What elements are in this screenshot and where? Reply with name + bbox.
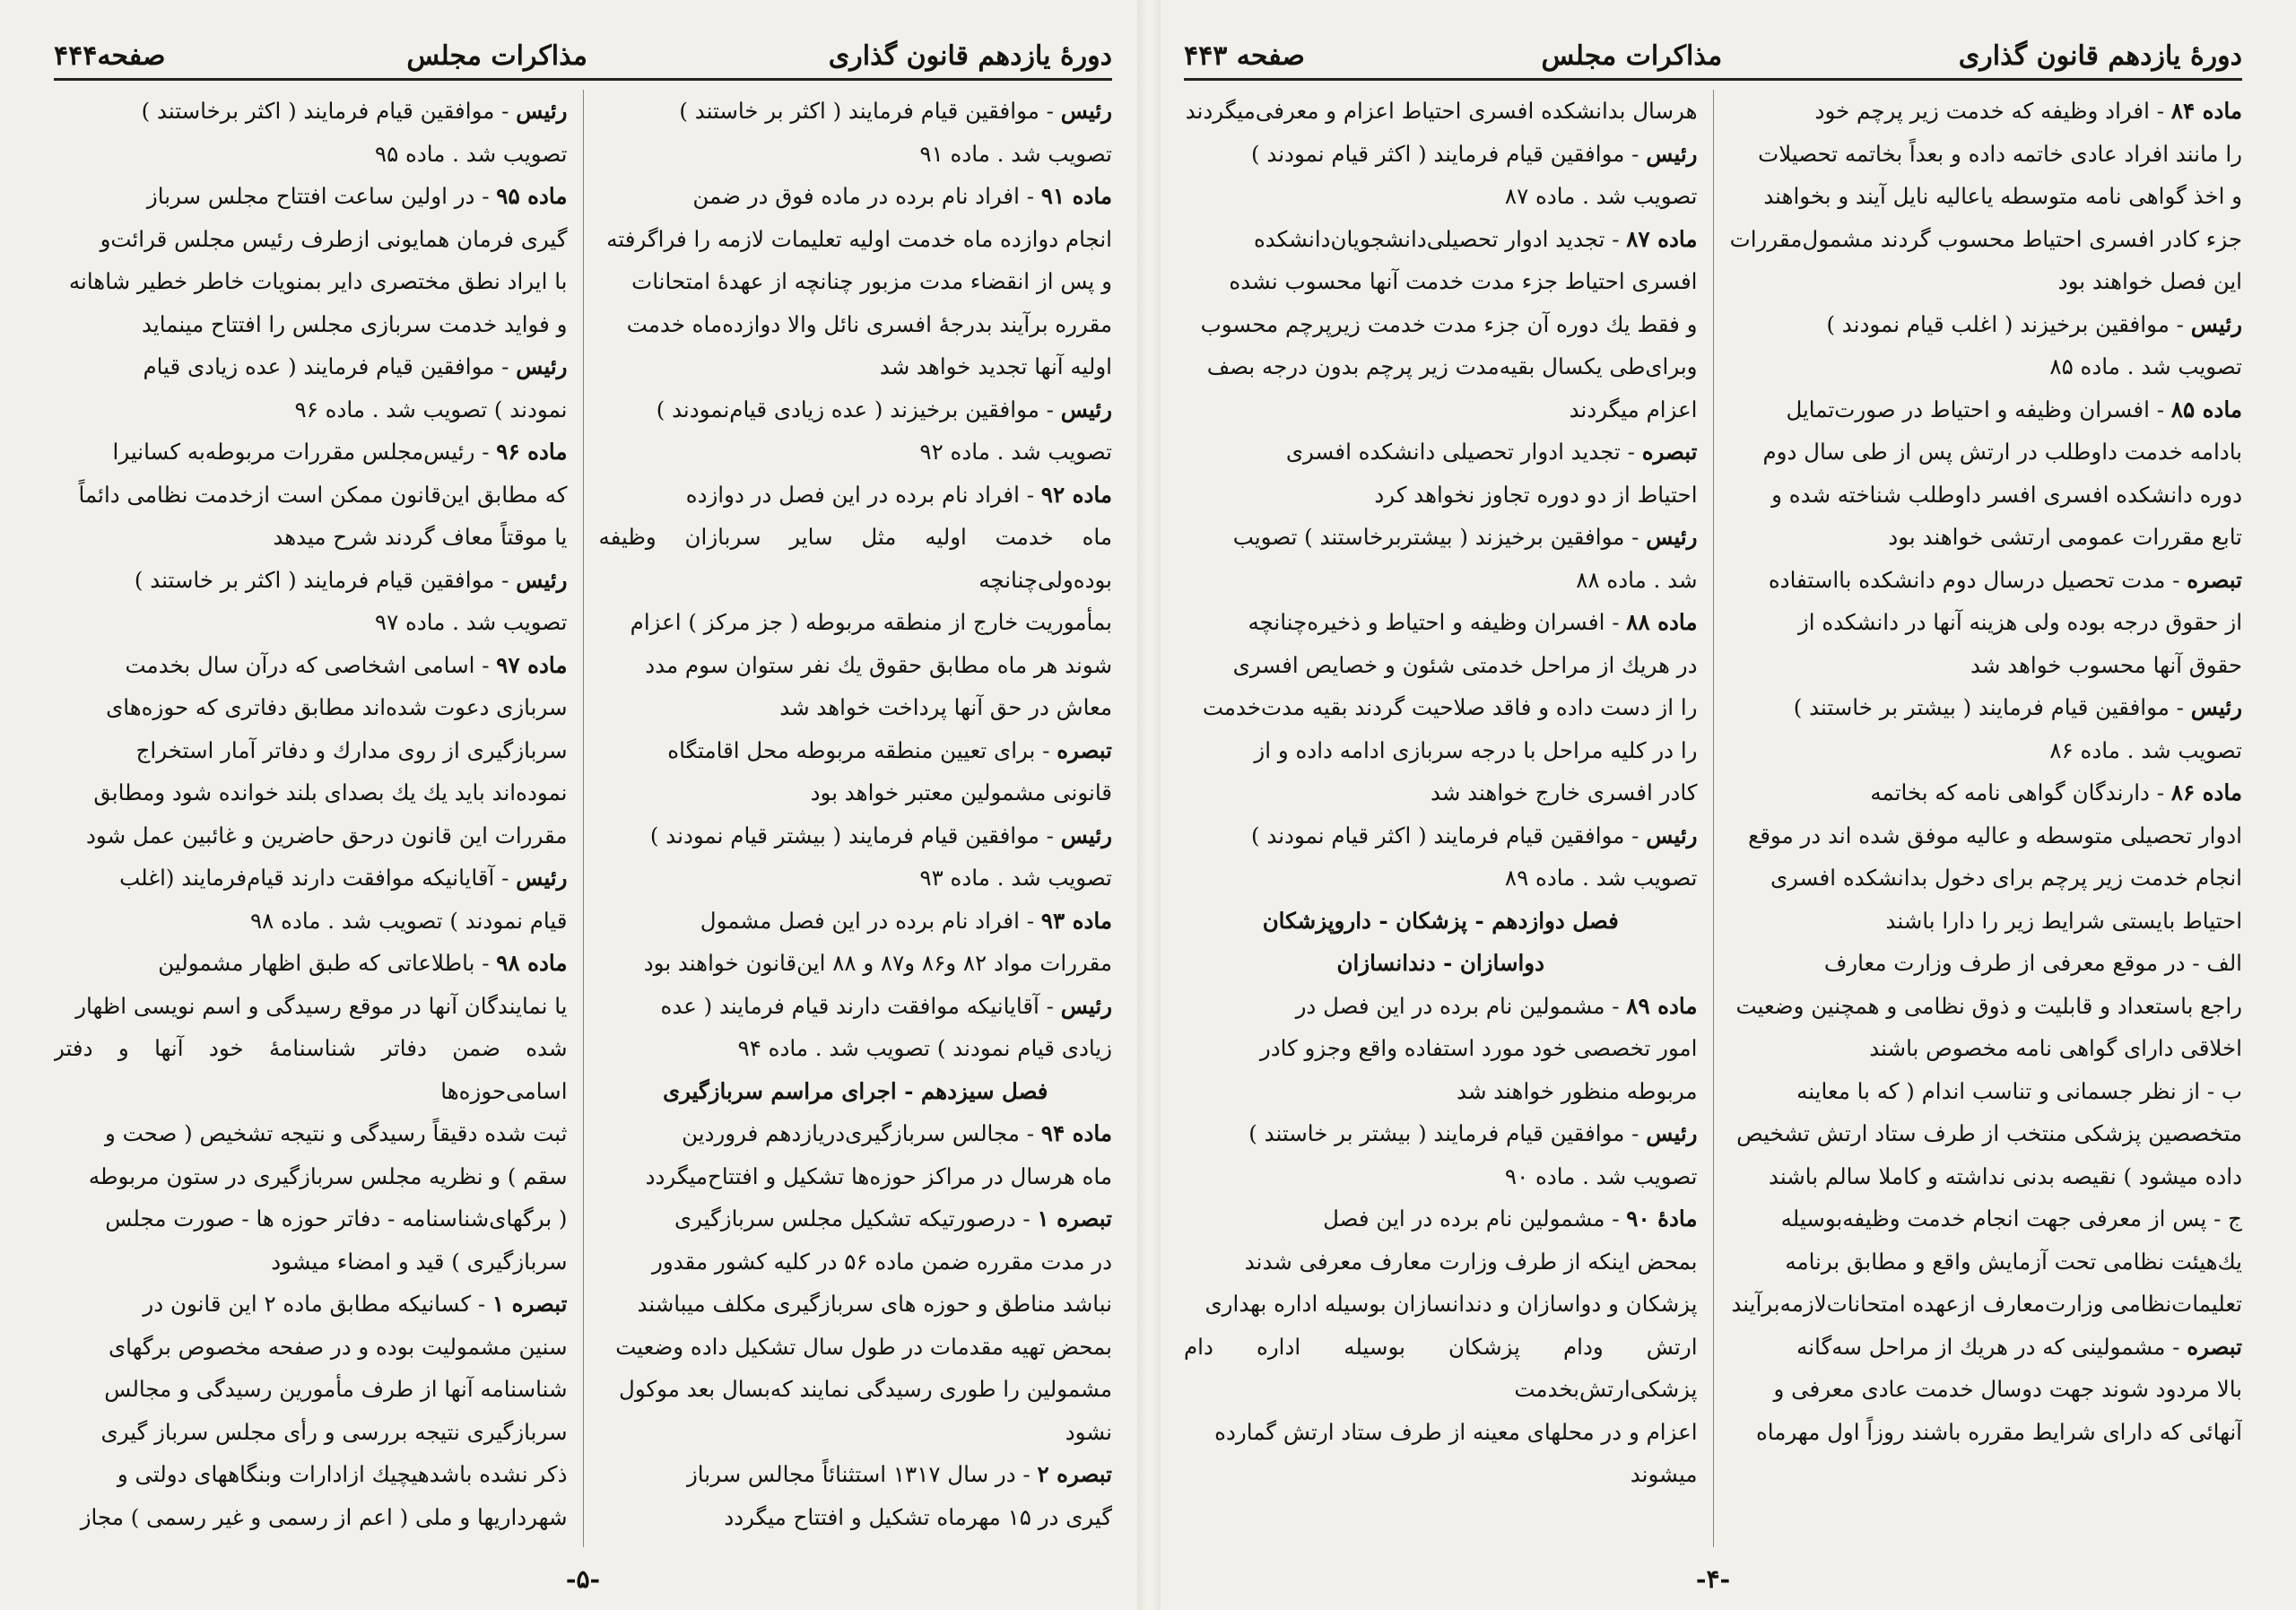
text-line: و فواید خدمت سربازی مجلس را افتتاح مینماید	[142, 310, 568, 337]
text-line: تصویب شد . ماده ۹۷	[374, 609, 568, 635]
text-line: تبصره - مدت تحصیل درسال دوم دانشکده بااستفاده	[1768, 566, 2242, 593]
text-line: ماده ۸۶ - دارندگان گواهی نامه که بخاتمه	[1870, 779, 2242, 805]
text-line: انجام دوازده ماه خدمت اولیه تعلیمات لازمه را فراگرفته	[606, 225, 1112, 252]
text-line: در مدت مقرره ضمن ماده ۵۶ در کلیه کشور مقدور	[652, 1248, 1112, 1275]
text-line: ادوار تحصیلی متوسطه و عالیه موفق شده اند در موقع	[1748, 822, 2242, 849]
text-line: رئیس - موافقین قیام فرمایند ( اکثر برخاستند )	[141, 98, 568, 124]
text-line: ماده ۹۶ - رئیس‌مجلس مقررات مربوطه‌به کسانیرا	[112, 439, 568, 465]
page-footer-number: -۴-	[1695, 1564, 1731, 1594]
text-line: بادامه خدمت داوطلب در ارتش پس از طی سال دوم	[1762, 439, 2242, 465]
text-line: تبصره - تجدید ادوار تحصیلی دانشکده افسری	[1285, 439, 1698, 465]
text-line: از حقوق درجه بوده ولی هزینه آنها در دانشکده از	[1797, 609, 2242, 635]
text-line: تصویب شد . ماده ۹۲	[919, 439, 1112, 465]
text-line: تصویب شد . ماده ۹۰	[1504, 1162, 1698, 1189]
text-line: نباشد مناطق و حوزه های سربازگیری مکلف میباشند	[637, 1291, 1112, 1317]
text-line: ثبت شده دقیقاً رسیدگی و نتیجه تشخیص ( صحت و	[104, 1120, 568, 1146]
text-line: تعلیمات‌نظامی وزارت‌معارف ازعهده امتحانات‌لازمه‌برآیند	[1731, 1291, 2242, 1317]
text-line: نشود	[1065, 1418, 1112, 1445]
text-line: احتیاط بایستی شرایط زیر را دارا باشند	[1885, 907, 2242, 934]
text-line: و پس از انقضاء مدت مزبور چنانچه از عهدهٔ امتحانات	[631, 268, 1112, 294]
text-line: فصل سیزدهم - اجرای مراسم سربازگیری	[662, 1077, 1048, 1104]
text-line: جزء کادر افسری احتیاط محسوب گردند مشمول‌مقررات	[1729, 225, 2242, 252]
header-title: مذاکرات مجلس	[1541, 40, 1723, 72]
text-line: رئیس - موافقین قیام فرمایند ( بیشتر قیام نمودند )	[649, 822, 1112, 849]
text-line: مقررات این قانون درحق حاضرین و غائبین عمل شود	[86, 822, 568, 849]
text-line: مربوطه منظور خواهند شد	[1457, 1077, 1698, 1104]
text-line: ماده ۹۴ - مجالس سربازگیری‌دریازدهم فروردین	[682, 1120, 1112, 1146]
text-line: رئیس - آقایانیکه موافقت دارند قیام‌فرمایند (اغلب	[119, 865, 568, 891]
text-line: تبصره ۲ - در سال ۱۳۱۷ استثنائاً مجالس سرباز	[686, 1461, 1112, 1487]
session-title: دورهٔ یازدهم قانون گذاری	[828, 40, 1112, 72]
page-number-label: صفحه ۴۴۳	[1184, 40, 1305, 72]
text-line: ب - از نظر جسمانی و تناسب اندام ( که با معاینه	[1796, 1077, 2242, 1104]
header-title: مذاکرات مجلس	[406, 40, 587, 72]
text-line: اولیه آنها تجدید خواهد شد	[879, 353, 1112, 379]
text-line: ماده ۹۱ - افراد نام برده در ماده فوق در ضمن	[692, 183, 1112, 209]
text-line: تصویب شد . ماده ۹۳	[919, 865, 1112, 891]
text-line: اعزام و در محلهای معینه از طرف ستاد ارتش گمارده	[1214, 1418, 1698, 1445]
text-column-right	[599, 90, 1113, 1547]
text-line: را مانند افراد عادی خاتمه داده و بعداً بخاتمه تحصیلات	[1758, 140, 2242, 167]
page-footer-number: -۵-	[565, 1564, 601, 1594]
text-line: تصویب شد . ماده ۸۶	[2049, 736, 2242, 763]
text-line: نموده‌اند باید یك یك بصدای بلند خوانده شود ومطابق	[93, 779, 568, 805]
text-line: ماه هرسال در مراکز حوزه‌ها تشکیل و افتتاح‌میگردد	[645, 1162, 1112, 1189]
text-line: دواسازان - دندانسازان	[1336, 950, 1545, 976]
text-line: بمحض اینکه از طرف وزارت معارف معرفی شدند	[1244, 1248, 1698, 1275]
page-number-label: صفحه۴۴۴	[54, 40, 166, 72]
text-line: داده میشود ) نقیصه بدنی نداشته و کاملا سالم باشند	[1768, 1162, 2242, 1189]
text-line: مقررات مواد ۸۲ و۸۶ و۸۷ و ۸۸ این‌قانون خواهند بود	[643, 950, 1112, 976]
page-header	[1184, 29, 2242, 72]
text-line: مقرره برآیند بدرجهٔ افسری نائل والا دوازده‌ماه خدمت	[626, 310, 1112, 337]
text-line: اخلاقی دارای گواهی نامه مخصوص باشند	[1869, 1035, 2242, 1061]
text-line: تابع مقررات عمومی ارتشی خواهند بود	[1888, 524, 2242, 550]
text-line: ماده ۹۸ - باطلاعاتی که طبق اظهار مشمولین	[158, 950, 568, 976]
text-line: ماده ۸۷ - تجدید ادوار تحصیلی‌دانشجویان‌دانشکده	[1253, 225, 1698, 252]
text-line: تبصره ۱ - کسانیکه مطابق ماده ۲ این قانون در	[143, 1291, 568, 1317]
text-line: ماده ۸۹ - مشمولین نام برده در این فصل در	[1295, 992, 1698, 1019]
session-title: دورهٔ یازدهم قانون گذاری	[1958, 40, 2242, 72]
text-line: که مطابق این‌قانون ممکن است ازخدمت نظامی دائماً	[78, 481, 568, 508]
text-line: تصویب شد . ماده ۸۷	[1504, 183, 1698, 209]
text-line: ماده ۹۵ - در اولین ساعت افتتاح مجلس سرباز	[146, 183, 568, 209]
text-line: مشمولین را طوری رسیدگی نمایند که‌بسال بعد موکول	[619, 1376, 1112, 1402]
text-line: ماده ۸۵ - افسران وظیفه و احتیاط در صورت‌تمایل	[1786, 396, 2242, 422]
text-line: تبصره ۱ - درصورتیکه تشکیل مجلس سربازگیری	[674, 1205, 1112, 1231]
text-line: هرسال بدانشکده افسری احتیاط اعزام و معرفی‌میگردند	[1185, 98, 1698, 124]
text-line: یا موقتاً معاف گردند شرح میدهد	[273, 524, 568, 550]
page-444	[36, 0, 1130, 1610]
text-line: رئیس - موافقین قیام فرمایند ( عده زیادی قیام	[143, 353, 568, 379]
text-columns	[1184, 90, 2242, 1547]
column-divider	[583, 90, 584, 1547]
text-line: معاش در حق آنها پرداخت خواهد شد	[779, 694, 1112, 720]
text-line: رئیس - موافقین قیام فرمایند ( اکثر قیام نمودند )	[1251, 140, 1698, 167]
text-line: تصویب شد . ماده ۹۱	[919, 140, 1112, 167]
text-line: سربازگیری ) قید و امضاء میشود	[271, 1248, 568, 1275]
text-line: رئیس - آقایانیکه موافقت دارند قیام فرمایند ( عده	[660, 992, 1112, 1019]
text-line: شوند هر ماه مطابق حقوق یك نفر ستوان سوم مدد	[645, 651, 1112, 678]
text-line: رئیس - موافقین قیام فرمایند ( اکثر قیام نمودند )	[1251, 822, 1698, 849]
text-line: نمودند ) تصویب شد . ماده ۹۶	[294, 396, 568, 422]
text-line: افسری احتیاط جزء مدت خدمت آنها محسوب نشده	[1229, 268, 1698, 294]
text-line: زیادی قیام نمودند ) تصویب شد . ماده ۹۴	[737, 1035, 1112, 1061]
text-line: ماده ۹۳ - افراد نام برده در این فصل مشمول	[700, 907, 1112, 934]
text-line: شهرداریها و ملی ( اعم از رسمی و غیر رسمی ) مجاز	[80, 1503, 568, 1530]
text-line: متخصصین پزشکی منتخب از طرف ستاد ارتش تشخیص	[1736, 1120, 2242, 1146]
text-line: حقوق آنها محسوب خواهد شد	[1970, 651, 2242, 678]
text-line: شده ضمن دفاتر شناسنامهٔ خود آنها و دفتر اسامی‌حوزه‌ها	[54, 1035, 568, 1104]
header-rule	[54, 78, 1112, 81]
text-line: بالا مردود شوند جهت دوسال خدمت عادی معرفی و	[1773, 1376, 2242, 1402]
text-line: با ایراد نطق مختصری دایر بمنویات خاطر خطیر شاهانه	[68, 268, 568, 294]
text-line: فصل دوازدهم - پزشکان - داروپزشکان	[1262, 907, 1619, 934]
text-line: ج - پس از معرفی جهت انجام خدمت وظیفه‌بوسیله	[1780, 1205, 2242, 1231]
text-line: ( برگهای‌شناسنامه - دفاتر حوزه ها - صورت مجلس	[105, 1205, 568, 1231]
text-line: دوره دانشکده افسری افسر داوطلب شناخته شده و	[1771, 481, 2242, 508]
text-line: ماده ۹۲ - افراد نام برده در این فصل در دوازده	[685, 481, 1112, 508]
text-line: امور تخصصی خود مورد استفاده واقع وجزو کادر	[1259, 1035, 1698, 1061]
page-header	[54, 29, 1112, 72]
text-line: اعزام میگردند	[1569, 396, 1698, 422]
page-443	[1166, 0, 2260, 1610]
text-line: این فصل خواهند بود	[2057, 268, 2242, 294]
text-line: تبصره - مشمولینی که در هریك از مراحل سه‌گانه	[1796, 1333, 2242, 1360]
text-line: سربازی دعوت شده‌اند مطابق دفاتری که حوزه‌های	[106, 694, 568, 720]
text-line: آنهائی که دارای شرایط مقرره باشند روزاً اول مهرماه	[1755, 1418, 2242, 1445]
text-line: ماده ۹۷ - اسامی اشخاصی که درآن سال بخدمت	[125, 651, 568, 678]
header-rule	[1184, 78, 2242, 81]
text-line: بمحض تهیه مقدمات در طول سال تشکیل داده وضعیت	[615, 1333, 1112, 1360]
text-line: احتیاط از دو دوره تجاوز نخواهد کرد	[1374, 481, 1698, 508]
text-line: ماه خدمت اولیه مثل سایر سربازان وظیفه بوده‌ولی‌چنانچه	[598, 524, 1112, 593]
text-line: وبرای‌طی یکسال بقیه‌مدت زیر پرچم بدون درجه بصف	[1206, 353, 1698, 379]
text-line: راجع باستعداد و قابلیت و ذوق نظامی و همچنین وضعیت	[1735, 992, 2242, 1019]
text-line: تصویب شد . ماده ۹۵	[374, 140, 568, 167]
text-line: ذکر نشده باشدهیچیك ازادارات وبنگاههای دولتی و	[117, 1461, 568, 1487]
book-gutter	[1137, 0, 1161, 1610]
text-line: کادر افسری خارج خواهند شد	[1430, 779, 1698, 805]
text-line: قیام نمودند ) تصویب شد . ماده ۹۸	[250, 907, 568, 934]
text-line: تبصره - برای تعیین منطقه مربوطه محل اقامتگاه	[667, 736, 1112, 763]
text-line: سربازگیری نتیجه بررسی و رأی مجلس سرباز گیری	[100, 1418, 568, 1445]
text-line: رئیس - موافقین قیام فرمایند ( اکثر بر خاستند )	[679, 98, 1112, 124]
text-line: شناسنامه آنها از طرف مأمورین رسیدگی و مجالس	[104, 1376, 568, 1402]
text-line: گیری فرمان همایونی ازطرف رئیس مجلس قرائت‌و	[100, 225, 568, 252]
text-line: قانونی مشمولین معتبر خواهد بود	[810, 779, 1112, 805]
text-line: رئیس - موافقین برخیزند ( بیشتربرخاستند ) تصویب	[1232, 524, 1698, 550]
text-line: ارتش ودام پزشکان بوسیله اداره دام پزشکی‌ارتش‌بخدمت	[1184, 1333, 1698, 1402]
text-line: شد . ماده ۸۸	[1576, 566, 1698, 593]
text-column-left	[1184, 90, 1698, 1547]
text-line: ماده ۸۴ - افراد وظیفه که خدمت زیر پرچم خود	[1814, 98, 2242, 124]
text-line: سربازگیری از روی مدارك و دفاتر آمار استخراج	[135, 736, 568, 763]
text-line: رئیس - موافقین برخیزند ( عده زیادی قیام‌نمودند )	[656, 396, 1112, 422]
text-line: سقم ) و نظریه مجلس سربازگیری در ستون مربوطه	[88, 1162, 568, 1189]
text-line: بمأموریت خارج از منطقه مربوطه ( جز مرکز ) اعزام	[630, 609, 1112, 635]
text-column-left	[54, 90, 568, 1547]
text-line: انجام خدمت زیر پرچم برای دخول بدانشکده افسری	[1770, 865, 2242, 891]
text-line: رئیس - موافقین قیام فرمایند ( اکثر بر خاستند )	[134, 566, 568, 593]
text-line: رئیس - موافقین قیام فرمایند ( بیشتر بر خاستند )	[1248, 1120, 1698, 1146]
text-line: پزشکان و دواسازان و دندانسازان بوسیله اداره بهداری	[1205, 1291, 1698, 1317]
text-line: یا نمایندگان آنها در موقع رسیدگی و اسم نویسی اظهار	[75, 992, 568, 1019]
text-line: در هریك از مراحل خدمتی شئون و خصایص افسری	[1232, 651, 1698, 678]
text-line: و اخذ گواهی نامه متوسطه یاعالیه نایل آیند و بخواهند	[1763, 183, 2242, 209]
text-column-right	[1729, 90, 2243, 1547]
text-line: و فقط یك دوره آن جزء مدت خدمت زیرپرچم محسوب	[1200, 310, 1698, 337]
text-line: مادهٔ ۹۰ - مشمولین نام برده در این فصل	[1323, 1205, 1698, 1231]
text-line: رئیس - موافقین قیام فرمایند ( بیشتر بر خاستند )	[1793, 694, 2242, 720]
text-line: تصویب شد . ماده ۸۹	[1504, 865, 1698, 891]
text-line: رئیس - موافقین برخیزند ( اغلب قیام نمودند )	[1826, 310, 2242, 337]
text-line: را از دست داده و فاقد صلاحیت گردند بقیه مدت‌خدمت	[1202, 694, 1698, 720]
text-line: ماده ۸۸ - افسران وظیفه و احتیاط و ذخیره‌چنانچه	[1248, 609, 1698, 635]
text-line: سنین مشمولیت بوده و در صفحه مخصوص برگهای	[108, 1333, 568, 1360]
text-line: گیری در ۱۵ مهرماه تشکیل و افتتاح میگردد	[724, 1503, 1112, 1530]
text-line: الف - در موقع معرفی از طرف وزارت معارف	[1823, 950, 2242, 976]
column-divider	[1713, 90, 1714, 1547]
text-line: میشوند	[1630, 1461, 1698, 1487]
text-line: تصویب شد . ماده ۸۵	[2049, 353, 2242, 379]
text-line: را در کلیه مراحل با درجه سربازی ادامه داده و از	[1254, 736, 1698, 763]
text-columns	[54, 90, 1112, 1547]
text-line: یك‌هیئت نظامی تحت آزمایش واقع و مطابق برنامه	[1785, 1248, 2242, 1275]
